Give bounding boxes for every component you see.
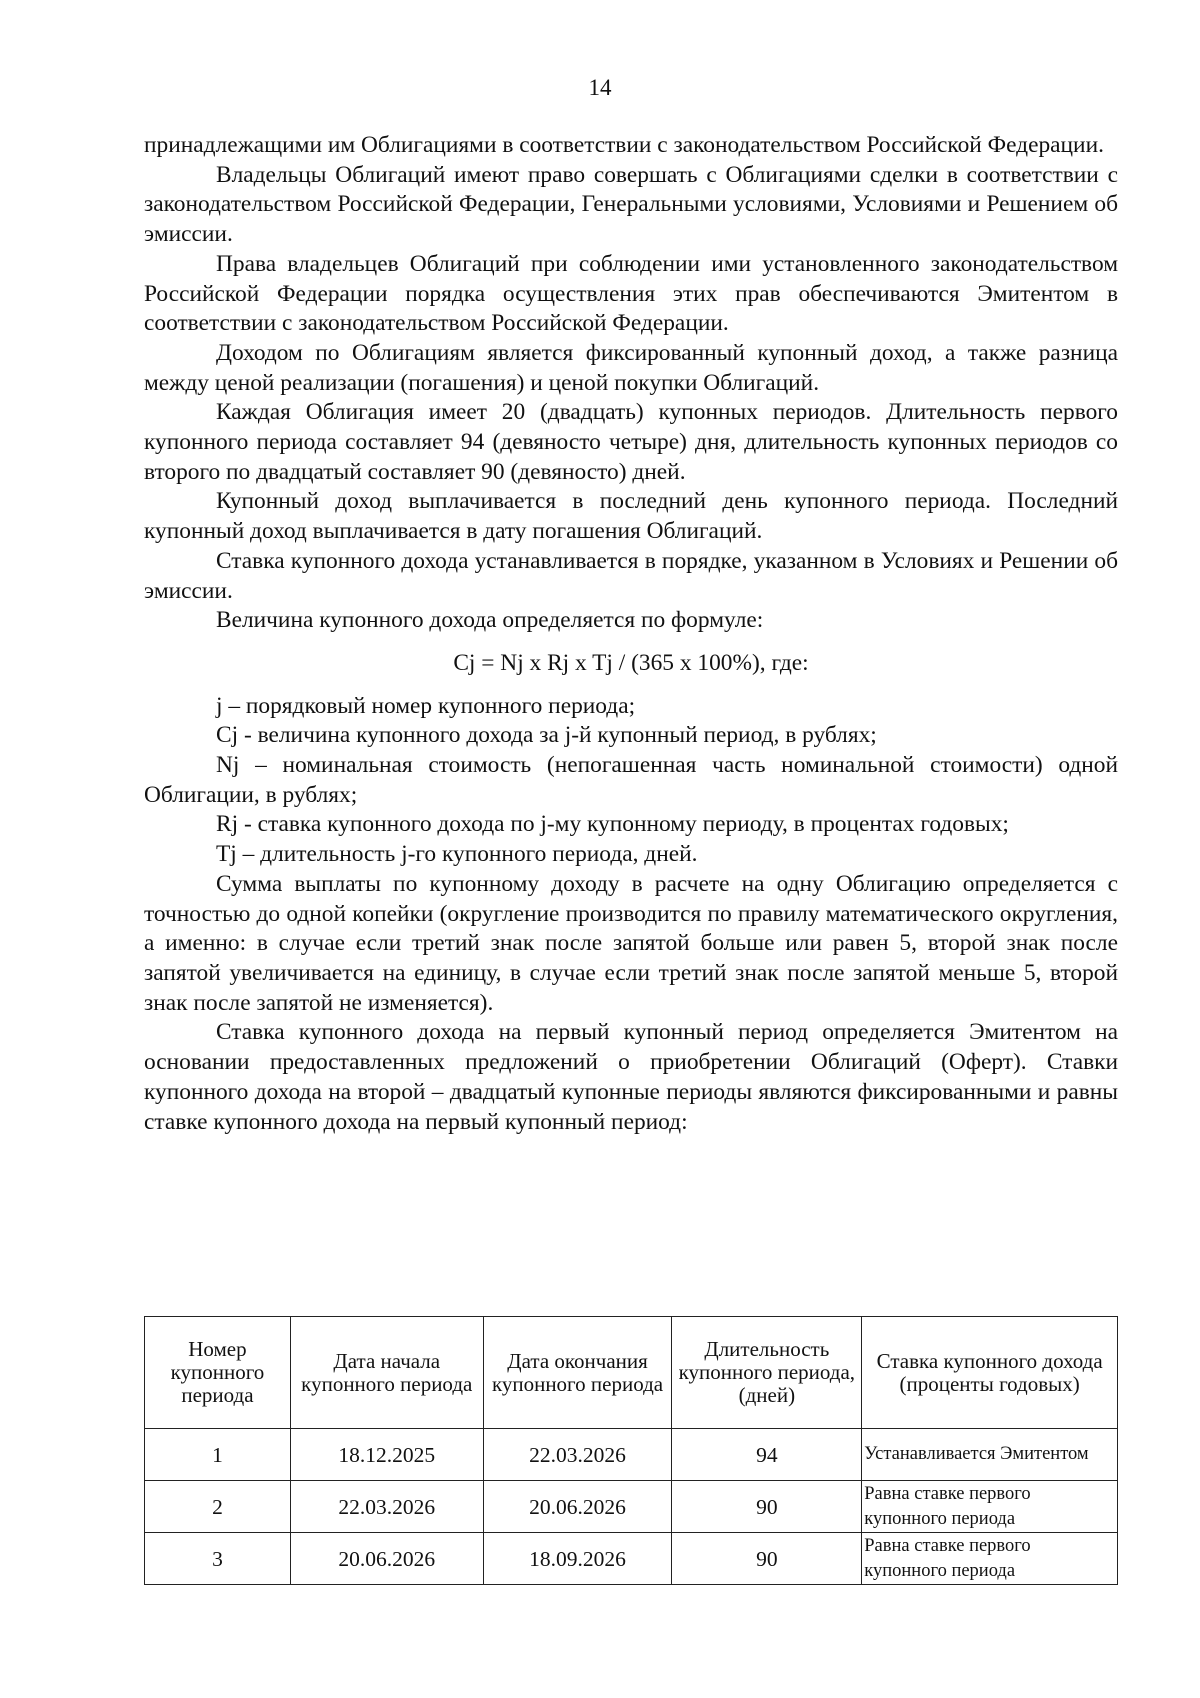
cell-coupon-rate: Равна ставке первого купонного периода <box>862 1481 1118 1533</box>
body-text <box>144 131 1118 1137</box>
table-header-row <box>145 1317 1118 1429</box>
column-header-coupon-rate: Ставка купонного дохода (проценты годовых) <box>862 1317 1118 1429</box>
table-row <box>145 1429 1118 1481</box>
column-header-end-date: Дата окончания купонного периода <box>483 1317 672 1429</box>
column-header-start-date: Дата начала купонного периода <box>290 1317 483 1429</box>
cell-end-date: 20.06.2026 <box>483 1481 672 1533</box>
cell-duration: 94 <box>672 1429 862 1481</box>
paragraph: Ставка купонного дохода на первый купонный период определяется Эмитентом на основании предоставленных предложений о приобретении Облигаций (Оферт). Ставки купонного дохода на второй – двадцатый купонные периоды являются фиксированными и равны ставке купонного дохода на первый купонный период: <box>144 1019 1118 1135</box>
cell-coupon-rate: Устанавливается Эмитентом <box>862 1429 1118 1481</box>
definition-item: j – порядковый номер купонного периода; <box>216 692 636 719</box>
coupon-schedule-table <box>144 1316 1118 1585</box>
cell-coupon-rate: Равна ставке первого купонного периода <box>862 1533 1118 1585</box>
paragraph: Сумма выплаты по купонному доходу в расчете на одну Облигацию определяется с точностью до одной копейки (округление производится по правилу математического округления, а именно: в случае если третий знак после запятой больше или равен 5, второй знак после запятой увеличивается на единицу, в случае если третий знак после запятой меньше 5, второй знак после запятой не изменяется). <box>144 870 1118 1016</box>
cell-duration: 90 <box>672 1533 862 1585</box>
cell-coupon-number: 3 <box>145 1533 291 1585</box>
coupon-formula: Cj = Nj x Rj x Tj / (365 x 100%), где: <box>453 649 809 676</box>
paragraph: Величина купонного дохода определяется по формуле: <box>216 607 764 634</box>
paragraph: Каждая Облигация имеет 20 (двадцать) купонных периодов. Длительность первого купонного периода составляет 94 (девяносто четыре) дня, длительность купонных периодов со второго по двадцатый составляет 90 (девяносто) дней. <box>144 399 1118 485</box>
definition-item: Tj – длительность j-го купонного периода, дней. <box>216 841 698 868</box>
cell-duration: 90 <box>672 1481 862 1533</box>
paragraph: Владельцы Облигаций имеют право совершать с Облигациями сделки в соответствии с законодательством Российской Федерации, Генеральными условиями, Условиями и Решением об эмиссии. <box>144 161 1118 248</box>
column-header-coupon-number: Номер купонного периода <box>145 1317 291 1429</box>
cell-start-date: 20.06.2026 <box>290 1533 483 1585</box>
table-row <box>145 1481 1118 1533</box>
cell-end-date: 22.03.2026 <box>483 1429 672 1481</box>
definition-item: Cj - величина купонного дохода за j-й купонный период, в рублях; <box>216 722 877 749</box>
page-number: 14 <box>588 75 612 100</box>
cell-end-date: 18.09.2026 <box>483 1533 672 1585</box>
cell-coupon-number: 1 <box>145 1429 291 1481</box>
definition-item: Rj - ставка купонного дохода по j-му купонному периоду, в процентах годовых; <box>216 811 1009 838</box>
table-row <box>145 1533 1118 1585</box>
cell-start-date: 18.12.2025 <box>290 1429 483 1481</box>
paragraph: Ставка купонного дохода устанавливается в порядке, указанном в Условиях и Решении об эмиссии. <box>144 547 1118 604</box>
definition-item: Nj – номинальная стоимость (непогашенная часть номинальной стоимости) одной Облигации, в рублях; <box>144 752 1118 808</box>
cell-coupon-number: 2 <box>145 1481 291 1533</box>
paragraph: Права владельцев Облигаций при соблюдении ими установленного законодательством Российской Федерации порядка осуществления этих прав обеспечиваются Эмитентом в соответствии с законодательством Российской Федерации. <box>144 250 1118 337</box>
column-header-duration: Длительность купонного периода, (дней) <box>672 1317 862 1429</box>
paragraph: Купонный доход выплачивается в последний день купонного периода. Последний купонный доход выплачивается в дату погашения Облигаций. <box>144 488 1118 545</box>
cell-start-date: 22.03.2026 <box>290 1481 483 1533</box>
paragraph: Доходом по Облигациям является фиксированный купонный доход, а также разница между ценой реализации (погашения) и ценой покупки Облигаций. <box>144 339 1118 396</box>
paragraph: принадлежащими им Облигациями в соответствии с законодательством Российской Федерации. <box>144 132 1104 158</box>
